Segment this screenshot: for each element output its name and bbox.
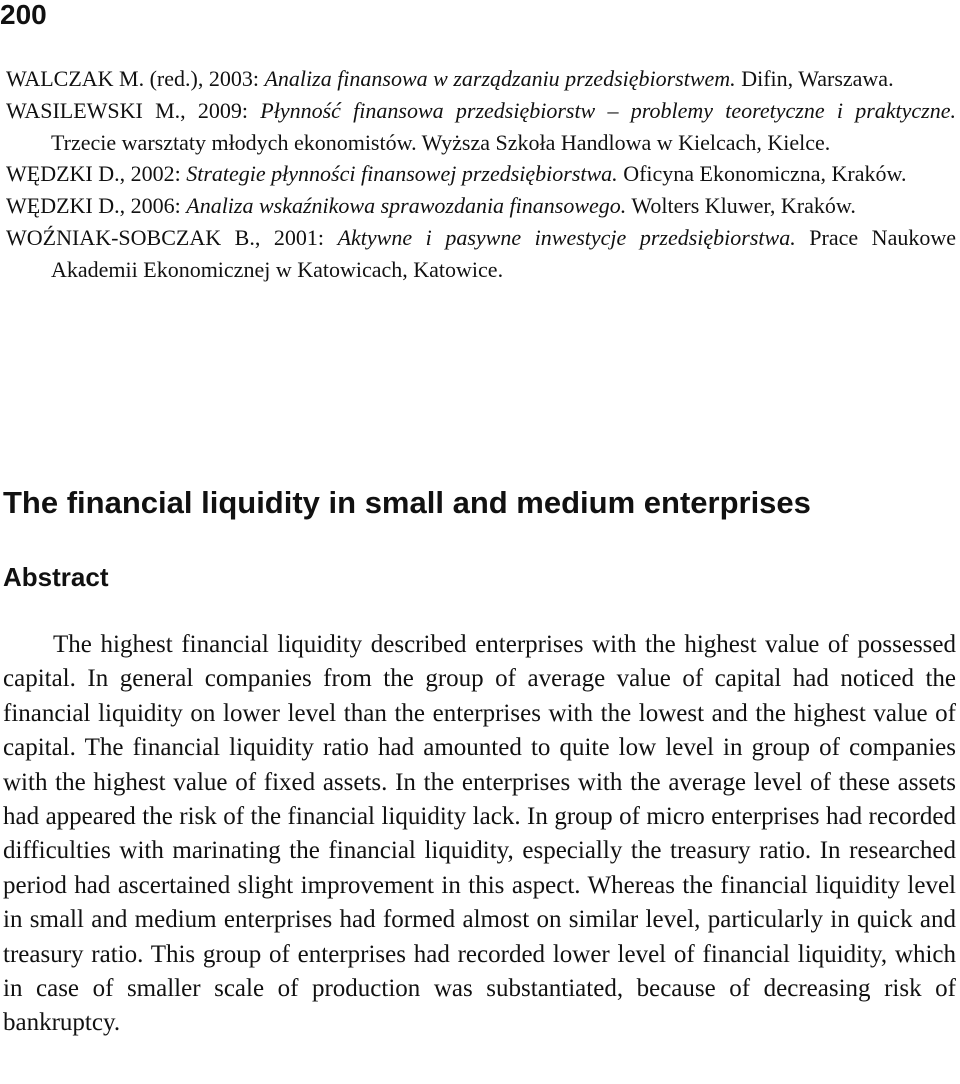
reference-publisher: Wolters Kluwer, Kraków. xyxy=(626,193,856,219)
reference-list xyxy=(6,63,956,286)
article-title: The financial liquidity in small and medium enterprises xyxy=(3,485,811,520)
reference-entry xyxy=(6,222,956,286)
reference-publisher: Oficyna Ekonomiczna, Kraków. xyxy=(617,161,907,187)
abstract-body: The highest financial liquidity described enterprises with the highest value of possessed capital. In general companies from the group of average value of capital had noticed the financial liquidity on lower level than the enterprises with the lowest and the highest value of capital. The financial liquidity ratio had amounted to quite low level in group of companies with the highest value of fixed assets. In the enterprises with the average level of these assets had appeared the risk of the financial liquidity lack. In group of micro enterprises had recorded difficulties with marinating the financial liquidity, especially the treasury ratio. In researched period had ascertained slight improvement in this aspect. Whereas the financial liquidity level in small and medium enterprises had formed almost on similar level, particularly in quick and treasury ratio. This group of enterprises had recorded lower level of financial liquidity, which in case of smaller scale of production was substantiated, because of decreasing risk of bankruptcy. xyxy=(3,631,956,1037)
reference-author: WALCZAK M. (red.), 2003: xyxy=(6,66,265,91)
reference-author: WASILEWSKI M., 2009: xyxy=(6,97,261,123)
reference-title: Strategie płynności finansowej przedsiębiorstwa. xyxy=(186,161,618,187)
reference-publisher: Difin, Warszawa. xyxy=(735,66,894,91)
reference-entry xyxy=(6,158,956,190)
reference-author: WĘDZKI D., 2002: xyxy=(6,161,187,187)
reference-author: WĘDZKI D., 2006: xyxy=(6,193,187,219)
reference-publisher: Prace Naukowe Akademii Ekonomicznej w Katowicach, Katowice. xyxy=(51,224,956,282)
reference-entry xyxy=(6,190,956,222)
page-number: 200 xyxy=(0,0,47,30)
reference-title: Aktywne i pasywne inwestycje przedsiębiorstwa. xyxy=(337,224,796,250)
reference-author: WOŹNIAK-SOBCZAK B., 2001: xyxy=(6,224,338,250)
reference-title: Analiza finansowa w zarządzaniu przedsiębiorstwem. xyxy=(264,66,736,91)
reference-publisher: Trzecie warsztaty młodych ekonomistów. Wyższa Szkoła Handlowa w Kielcach, Kielce. xyxy=(51,129,831,155)
reference-entry xyxy=(6,63,956,95)
reference-entry xyxy=(6,95,956,159)
abstract-heading: Abstract xyxy=(3,562,109,592)
reference-title: Płynność finansowa przedsiębiorstw – problemy teoretyczne i praktyczne. xyxy=(260,97,956,123)
reference-title: Analiza wskaźnikowa sprawozdania finansowego. xyxy=(186,193,627,219)
